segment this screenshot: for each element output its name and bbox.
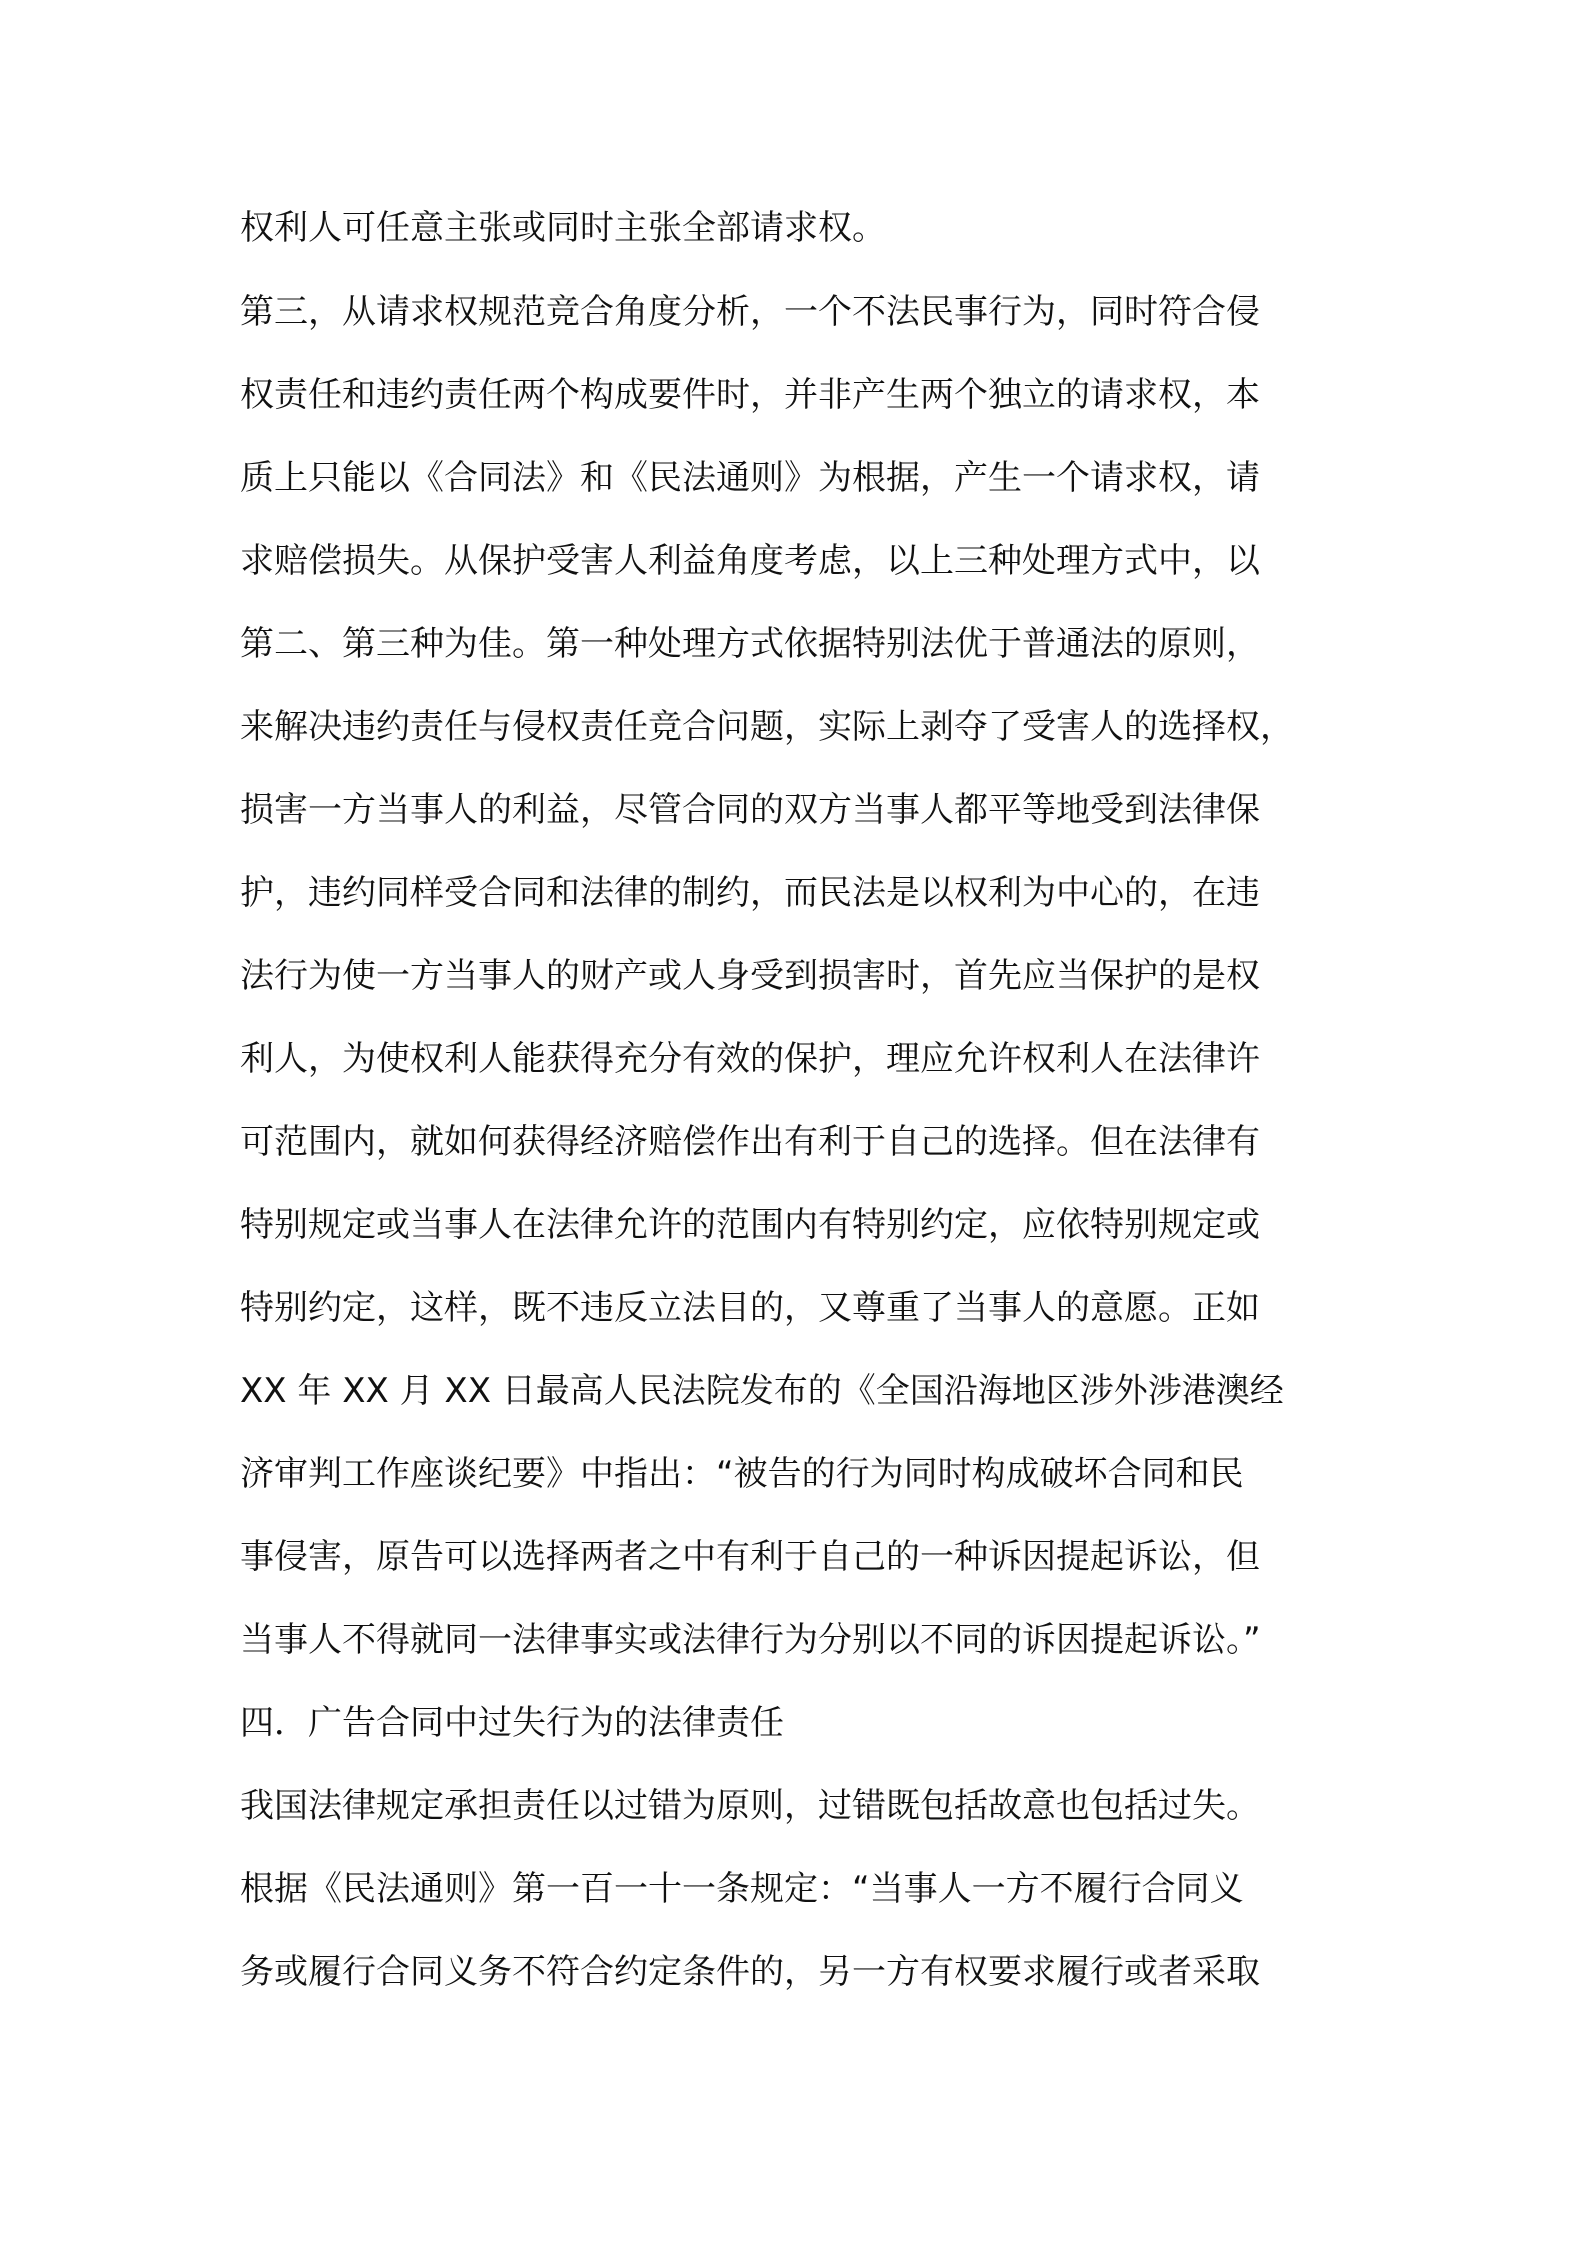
text-line: 济审判工作座谈纪要》中指出：“被告的行为同时构成破坏合同和民 bbox=[240, 1454, 1244, 1494]
text-line: 第二、第三种为佳。第一种处理方式依据特别法优于普通法的原则， bbox=[240, 624, 1260, 664]
text-line: 特别约定，这样，既不违反立法目的，又尊重了当事人的意愿。正如 bbox=[240, 1288, 1260, 1328]
text-line: 护，违约同样受合同和法律的制约，而民法是以权利为中心的，在违 bbox=[240, 873, 1260, 913]
text-line: 根据《民法通则》第一百一十一条规定：“当事人一方不履行合同义 bbox=[240, 1869, 1244, 1909]
text-line: 求赔偿损失。从保护受害人利益角度考虑，以上三种处理方式中，以 bbox=[240, 541, 1260, 581]
text-line: 法行为使一方当事人的财产或人身受到损害时，首先应当保护的是权 bbox=[240, 956, 1260, 996]
text-line: 当事人不得就同一法律事实或法律行为分别以不同的诉因提起诉讼。” bbox=[240, 1620, 1261, 1660]
text-line: 事侵害，原告可以选择两者之中有利于自己的一种诉因提起诉讼，但 bbox=[240, 1537, 1260, 1577]
section-heading: 四．广告合同中过失行为的法律责任 bbox=[240, 1703, 784, 1743]
text-line: 来解决违约责任与侵权责任竞合问题，实际上剥夺了受害人的选择权， bbox=[240, 707, 1294, 747]
text-line: 务或履行合同义务不符合约定条件的，另一方有权要求履行或者采取 bbox=[240, 1952, 1260, 1992]
text-line: 权利人可任意主张或同时主张全部请求权。 bbox=[240, 208, 886, 248]
text-line: 我国法律规定承担责任以过错为原则，过错既包括故意也包括过失。 bbox=[240, 1786, 1260, 1826]
text-line: 特别规定或当事人在法律允许的范围内有特别约定，应依特别规定或 bbox=[240, 1205, 1260, 1245]
text-line: 第三，从请求权规范竞合角度分析，一个不法民事行为，同时符合侵 bbox=[240, 292, 1260, 332]
text-line: 利人，为使权利人能获得充分有效的保护，理应允许权利人在法律许 bbox=[240, 1039, 1260, 1079]
text-line: 权责任和违约责任两个构成要件时，并非产生两个独立的请求权，本 bbox=[240, 375, 1260, 415]
text-line: 可范围内，就如何获得经济赔偿作出有利于自己的选择。但在法律有 bbox=[240, 1122, 1260, 1162]
text-line: 质上只能以《合同法》和《民法通则》为根据，产生一个请求权，请 bbox=[240, 458, 1260, 498]
text-line: 损害一方当事人的利益，尽管合同的双方当事人都平等地受到法律保 bbox=[240, 790, 1260, 830]
text-line: XX 年 XX 月 XX 日最高人民法院发布的《全国沿海地区涉外涉港澳经 bbox=[240, 1371, 1284, 1411]
